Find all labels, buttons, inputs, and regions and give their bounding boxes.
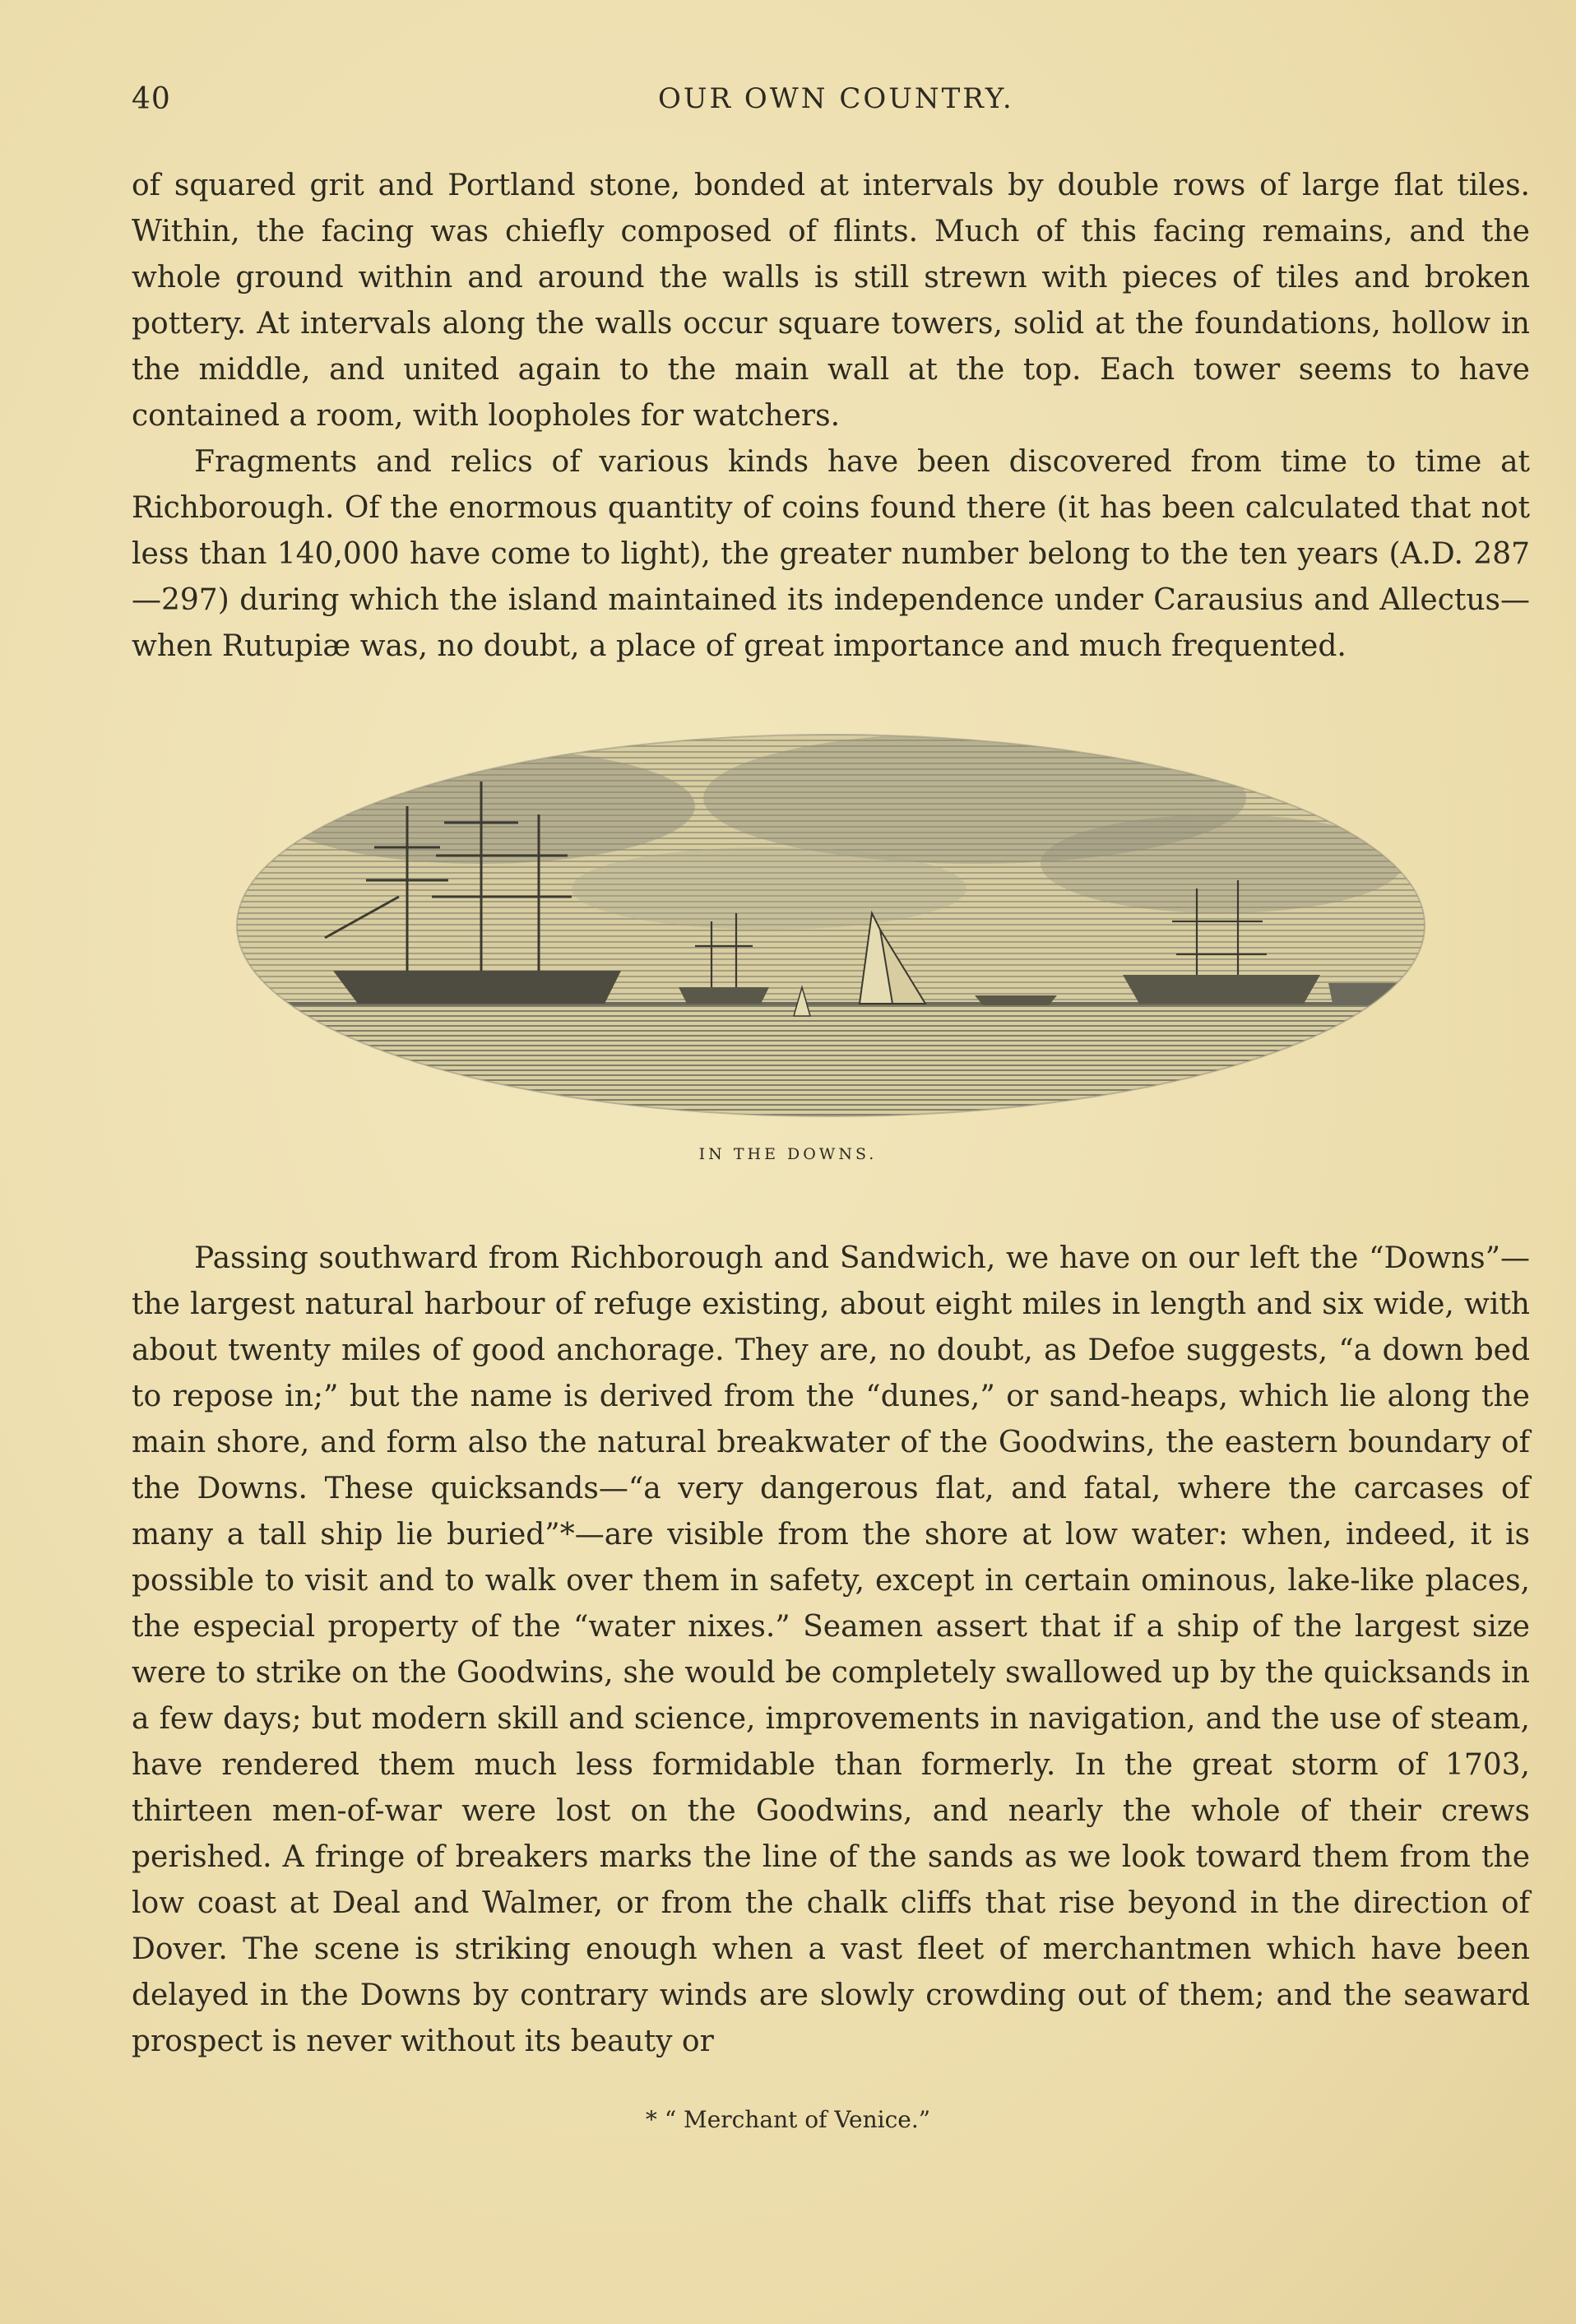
running-title: OUR OWN COUNTRY. (658, 82, 1014, 115)
paragraph-continued: of squared grit and Portland stone, bonded at intervals by double rows of large flat tiles. Within, the facing was chiefly composed of flints. Much of this facing remains, and the whole ground within and around the walls is still strewn with pieces of tiles and broken pottery. At intervals along the walls occur square towers, solid at the foundations, hollow in the middle, and united again to the main wall at the top. Each tower seems to have contained a room, with loopholes for watchers. (132, 169, 1530, 433)
figure-caption: IN THE DOWNS. (698, 1145, 878, 1163)
footnote: * “ Merchant of Venice.” (645, 2106, 931, 2133)
paragraph-downs: Passing southward from Richborough and Sandwich, we have on our left the “Downs”—the largest natural harbour of refuge existing, about eight miles in length and six wide, with about twenty miles of good anchorage. They are, no doubt, as Defoe suggests, “a down bed to repose in;” but the name is derived from the “dunes,” or sand-heaps, which lie along the main shore, and form also the natural breakwater of the Goodwins, the eastern boundary of the Downs. These quicksands—“a very dangerous flat, and fatal, where the carcases of many a tall ship lie buried”*—are visible from the shore at low water: when, indeed, it is possible to visit and to walk over them in safety, except in certain ominous, lake-like places, the especial property of the “water nixes.” Seamen assert that if a ship of the largest size were to strike on the Goodwins, she would be completely swallowed up by the quicksands in a few days; but modern skill and science, improvements in navigation, and the use of steam, have rendered them much less formidable than formerly. In the great storm of 1703, thirteen men-of-war were lost on the Goodwins, and nearly the whole of their crews perished. A fringe of breakers marks the line of the sands as we look toward them from the low coast at Deal and Walmer, or from the chalk cliffs that rise beyond in the direction of Dover. The scene is striking enough when a vast fleet of merchantmen which have been delayed in the Downs by contrary winds are slowly crowding out of them; and the seaward prospect is never without its beauty or (132, 1241, 1530, 2058)
running-head (132, 82, 1530, 123)
body-text-bottom (132, 1236, 1530, 2065)
page-number: 40 (132, 82, 171, 116)
ships-engraving-illustration (234, 732, 1427, 1119)
paragraph-fragments: Fragments and relics of various kinds have been discovered from time to time at Richborough. Of the enormous quantity of coins found there (it has been calculated that not less than 140,000 have come to light), the greater number belong to the ten years (A.D. 287—297) during which the island maintained its independence under Carausius and Allectus—when Rutupiæ was, no doubt, a place of great importance and much frequented. (132, 445, 1530, 663)
body-text-top (132, 163, 1530, 670)
engraving-in-the-downs (234, 732, 1427, 1119)
